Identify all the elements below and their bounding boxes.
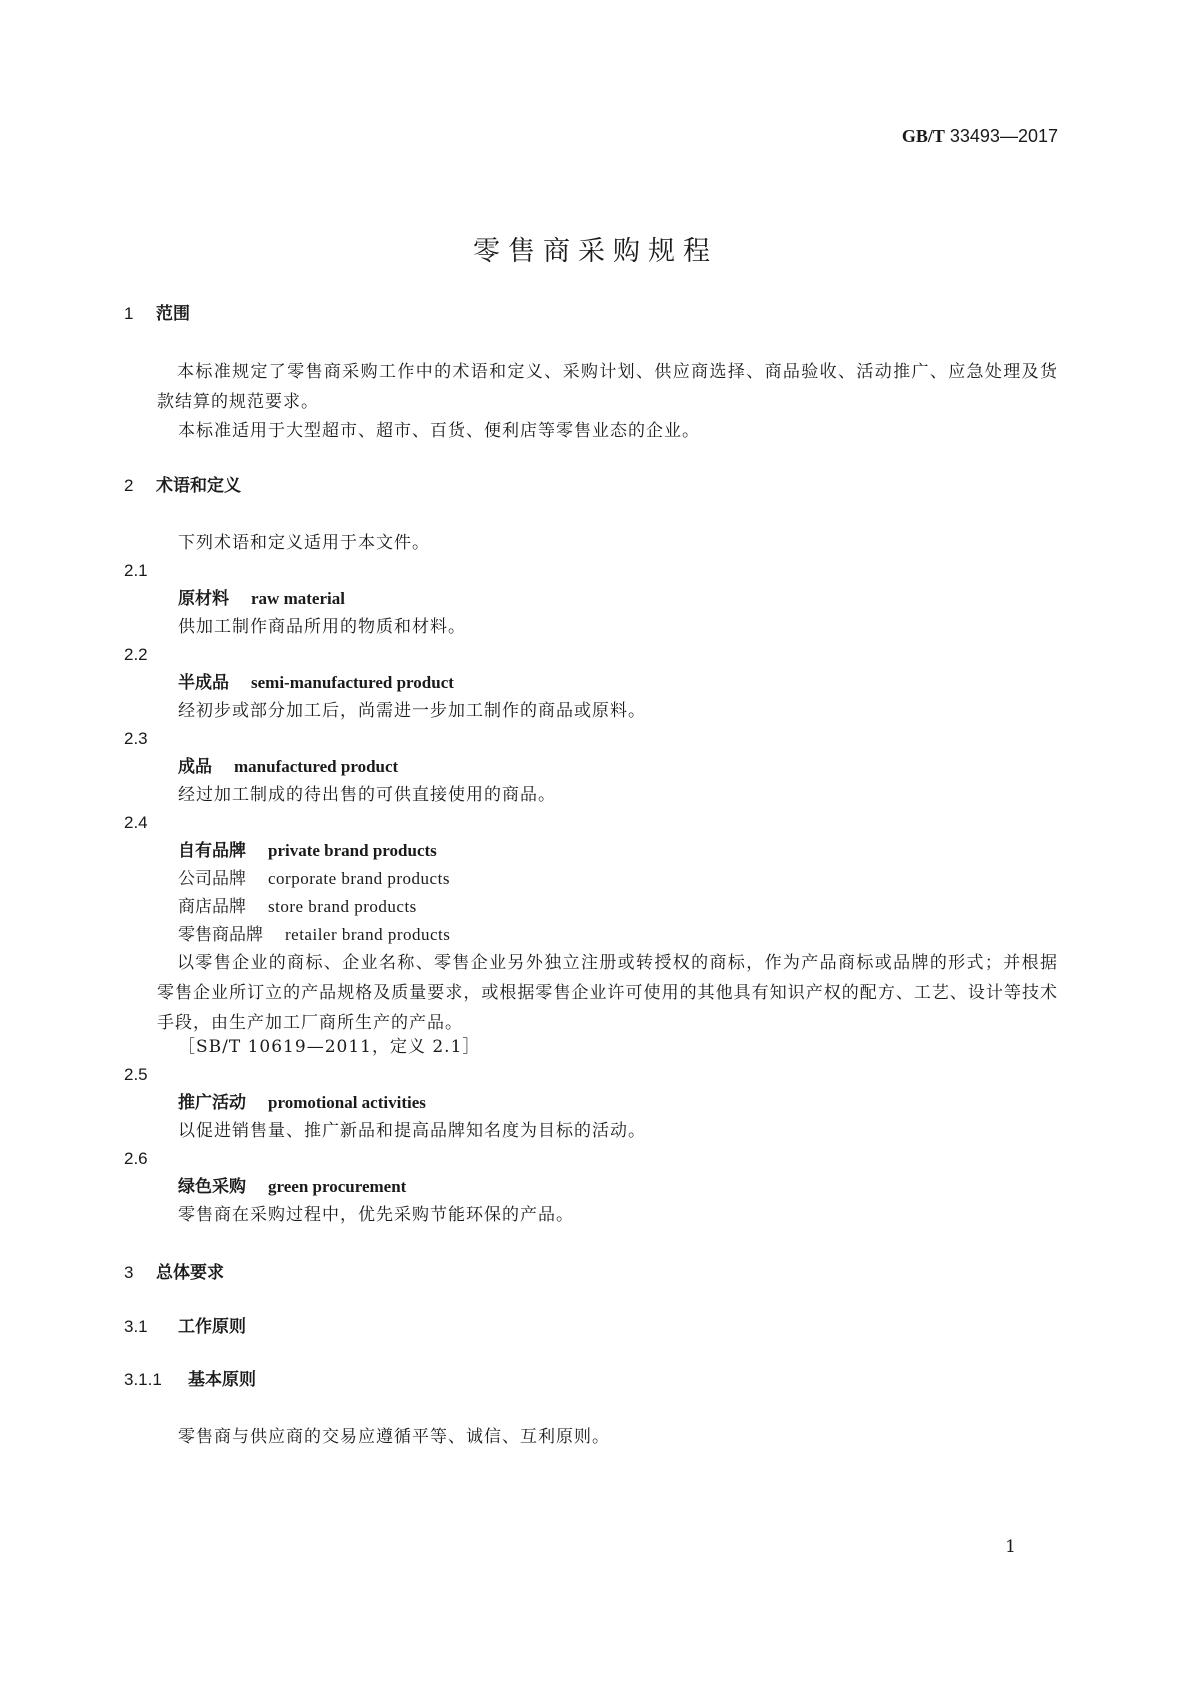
alt-term-en: corporate brand products <box>268 869 450 888</box>
alt-term-cn: 零售商品牌 <box>178 925 263 945</box>
term-2-4-number: 2.4 <box>124 813 148 832</box>
term-2-6-number: 2.6 <box>124 1149 148 1168</box>
term-en: raw material <box>251 589 345 608</box>
section-number: 3.1 <box>124 1317 148 1336</box>
document-title: 零售商采购规程 <box>473 236 718 267</box>
section-number: 3 <box>124 1263 134 1282</box>
term-2-5-number: 2.5 <box>124 1065 148 1084</box>
term-2-4-alt-3 <box>178 921 450 949</box>
term-cn: 自有品牌 <box>178 841 246 861</box>
term-en: semi-manufactured product <box>251 673 454 692</box>
term-2-6-definition: 零售商在采购过程中，优先采购节能环保的产品。 <box>178 1205 574 1225</box>
alt-term-cn: 公司品牌 <box>178 869 246 889</box>
term-2-3-number: 2.3 <box>124 729 148 748</box>
term-en: green procurement <box>268 1177 407 1196</box>
section-3-heading <box>124 1259 224 1287</box>
term-2-1-number: 2.1 <box>124 561 148 580</box>
term-en: private brand products <box>268 841 437 860</box>
term-2-4-alt-2 <box>178 893 417 921</box>
term-2-4-alt-1 <box>178 865 450 893</box>
term-2-5 <box>178 1089 426 1117</box>
term-cn: 绿色采购 <box>178 1177 246 1197</box>
alt-term-en: retailer brand products <box>285 925 451 944</box>
standard-number: 33493—2017 <box>949 126 1058 146</box>
section-3-1-1-heading <box>124 1366 256 1394</box>
section-2-intro: 下列术语和定义适用于本文件。 <box>178 533 430 553</box>
section-title: 工作原则 <box>178 1317 246 1337</box>
section-title: 基本原则 <box>188 1370 256 1390</box>
section-1-paragraph-1: 本标准规定了零售商采购工作中的术语和定义、采购计划、供应商选择、商品验收、活动推广、应急处理及货款结算的规范要求。 <box>157 362 1058 412</box>
term-en: manufactured product <box>234 757 399 776</box>
term-cn: 推广活动 <box>178 1093 246 1113</box>
term-cn: 成品 <box>178 757 212 777</box>
term-cn: 原材料 <box>178 589 229 609</box>
term-2-3 <box>178 753 398 781</box>
page-number: 1 <box>1005 1537 1016 1557</box>
term-2-2-definition: 经初步或部分加工后，尚需进一步加工制作的商品或原料。 <box>178 701 646 721</box>
alt-term-en: store brand products <box>268 897 417 916</box>
standard-prefix: GB/T <box>901 126 945 146</box>
section-2-heading <box>124 472 241 500</box>
term-2-6 <box>178 1173 406 1201</box>
term-2-3-definition: 经过加工制成的待出售的可供直接使用的商品。 <box>178 785 556 805</box>
term-cn: 半成品 <box>178 673 229 693</box>
term-2-1 <box>178 585 345 613</box>
term-2-2 <box>178 669 454 697</box>
standard-code <box>902 126 1058 147</box>
section-number: 2 <box>124 476 134 495</box>
term-2-4 <box>178 837 437 865</box>
term-en: promotional activities <box>268 1093 426 1112</box>
term-2-5-definition: 以促进销售量、推广新品和提高品牌知名度为目标的活动。 <box>178 1121 646 1141</box>
section-number: 1 <box>124 304 134 323</box>
term-2-4-source: ［SB/T 10619—2011，定义 2.1］ <box>178 1037 481 1057</box>
alt-term-cn: 商店品牌 <box>178 897 246 917</box>
section-1-paragraph-2: 本标准适用于大型超市、超市、百货、便利店等零售业态的企业。 <box>178 421 700 441</box>
term-2-4-definition: 以零售企业的商标、企业名称、零售企业另外独立注册或转授权的商标，作为产品商标或品牌的形式；并根据零售企业所订立的产品规格及质量要求，或根据零售企业许可使用的其他具有知识产权的配方、工艺、设计等技术手段，由生产加工厂商所生产的产品。 <box>157 953 1058 1033</box>
section-3-1-heading <box>124 1313 246 1341</box>
term-2-1-definition: 供加工制作商品所用的物质和材料。 <box>178 617 466 637</box>
section-title: 范围 <box>156 304 190 324</box>
term-2-2-number: 2.2 <box>124 645 148 664</box>
section-1-heading <box>124 300 190 328</box>
section-number: 3.1.1 <box>124 1370 162 1389</box>
section-title: 总体要求 <box>156 1263 224 1283</box>
section-title: 术语和定义 <box>156 476 241 496</box>
section-3-1-1-paragraph: 零售商与供应商的交易应遵循平等、诚信、互利原则。 <box>178 1427 610 1447</box>
